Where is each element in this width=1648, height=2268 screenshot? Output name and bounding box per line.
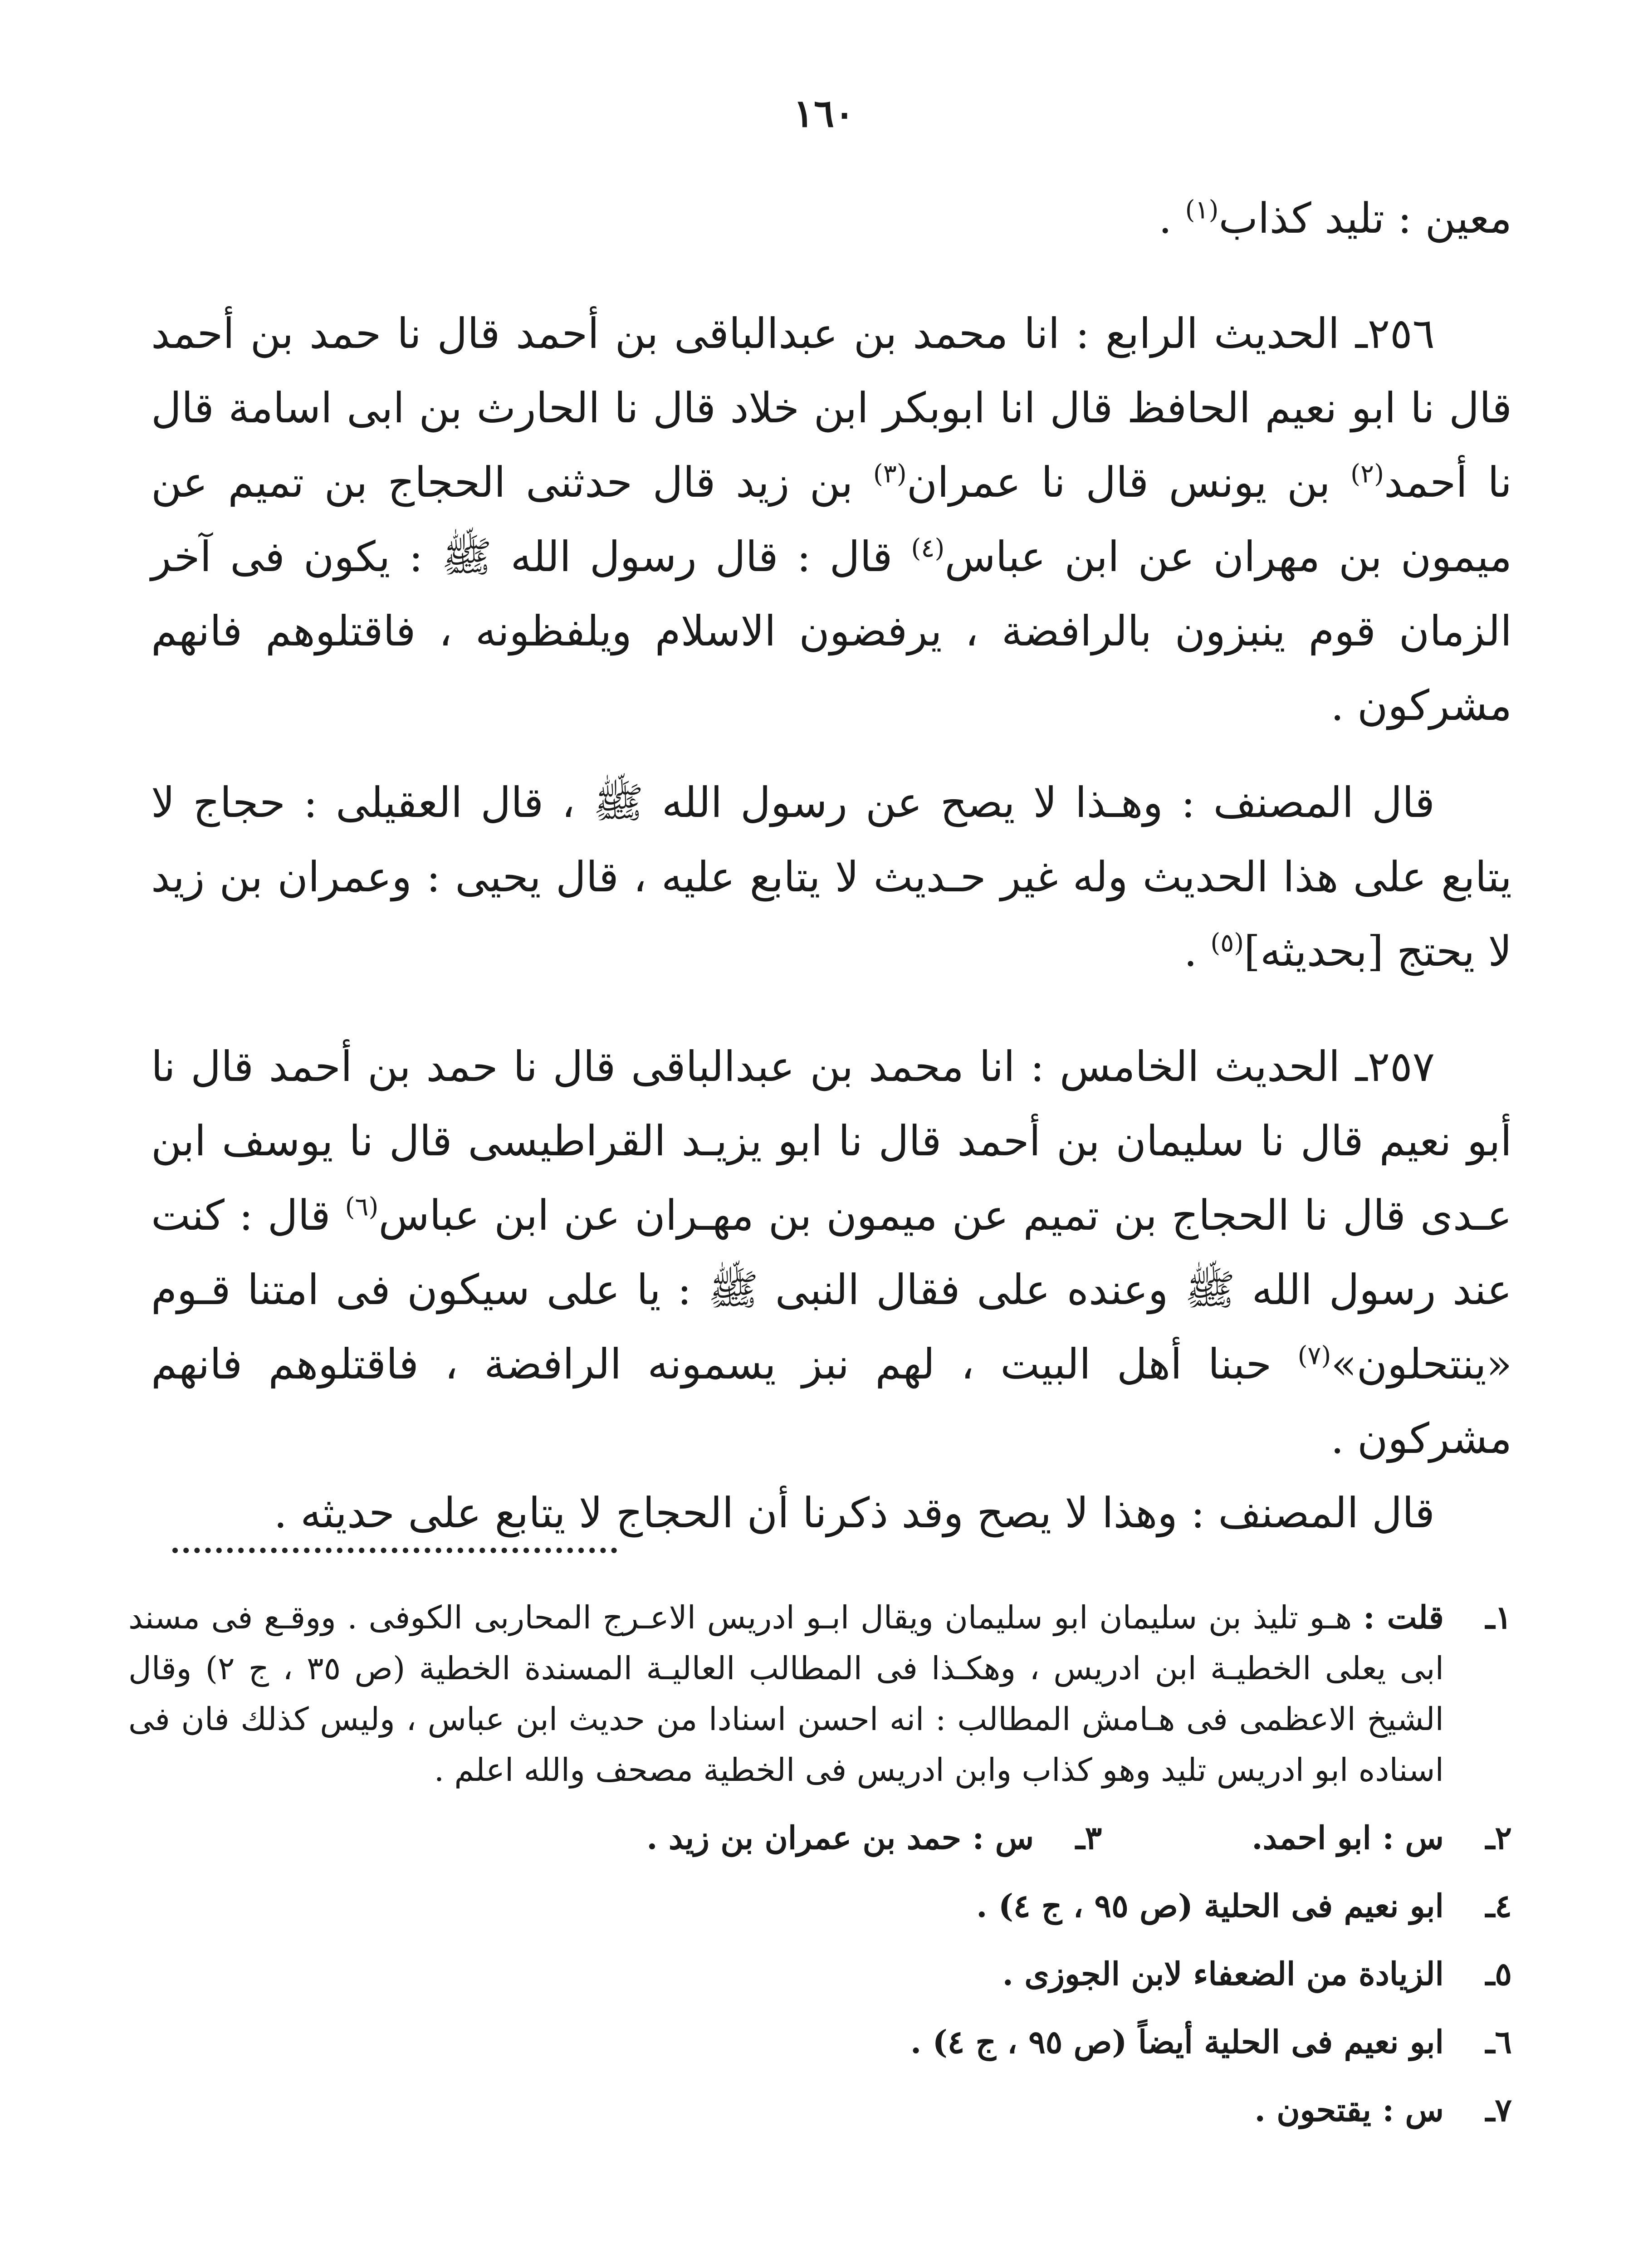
- paragraph-text: بن يونس قال نا عمران: [906, 458, 1351, 507]
- footnote-7: [128, 2085, 1512, 2136]
- paragraph-text: قال : كنت عند رسول الله ﷺ وعنده على فقال النبى ﷺ : يا على سيكون فى امتنا قـوم «ينتحلون»: [151, 1191, 1512, 1388]
- footnotes: [128, 1592, 1512, 2136]
- footnote-6: [128, 2017, 1512, 2068]
- paragraph-text: ٢٥٧ـ الحديث الخامس : انا محمد بن عبدالباقى قال نا حمد بن أحمد قال نا أبو نعيم قال نا سليمان بن أحمد قال نا ابو يزيـد القراطيسى قال نا يوسف ابن عـدى قال نا الحجاج بن تميم عن ميمون بن مهـران عن ابن عباس: [151, 1042, 1512, 1240]
- footnote-ref: (١): [1185, 195, 1219, 225]
- footnote-text: س : ابو احمد.: [1252, 1819, 1444, 1857]
- footnote-body: هـو تليذ بن سليمان ابو سليمان ويقال ابـو ادريس الاعـرج المحاربى الكوفى . ووقـع فى مسند ابى يعلى الخطيـة ابن ادريس ، وهكـذا فى المطالب العاليـة المسندة الخطية (ص ٣٥ ، ج ٢) وقال الشيخ الاعظمى فى هـامش المطالب : انه احسن اسنادا من حديث ابن عباس ، وليس كذلك فان فى اسناده ابو ادريس تليد وهو كذاب وابن ادريس فى الخطية مصحف والله اعلم .: [128, 1599, 1444, 1789]
- footnote-ref: (٧): [1297, 1341, 1331, 1371]
- paragraph-text: قال المصنف : وهـذا لا يصح عن رسول الله ﷺ ، قال العقيلى : حجاج لا يتابع على هذا الحديث وله غير حـديث لا يتابع عليه ، قال يحيى : وعمران بن زيد لا يحتج [بحديثه]: [151, 778, 1512, 976]
- hadith-256: [151, 297, 1512, 743]
- paragraph-text: بن زيد قال حدثنى الحجاج بن تميم عن ميمون بن مهران عن ابن عباس: [151, 458, 1512, 581]
- paragraph-continuation: [151, 181, 1512, 256]
- footnote-2: [1252, 1813, 1512, 1863]
- footnote-ref: (٦): [345, 1192, 379, 1222]
- footnote-3: [646, 1813, 1102, 1863]
- paragraph-text: معين : تليد كذاب: [1218, 194, 1512, 243]
- footnote-number: ٥ـ: [1485, 1955, 1512, 1993]
- page-number: ١٦٠: [793, 91, 855, 136]
- footnote-number: ٧ـ: [1485, 2091, 1512, 2129]
- footnote-ref: (٢): [1350, 459, 1384, 489]
- footnote-number: ٤ـ: [1485, 1887, 1512, 1925]
- author-comment-257: قال المصنف : وهذا لا يصح وقد ذكرنا أن الحجاج لا يتابع على حديثه .: [274, 1489, 1435, 1537]
- paragraph-text: قال : قال رسول الله ﷺ : يكون فى آخر الزمان قوم ينبزون بالرافضة ، يرفضون الاسلام ويلفظونه ، فاقتلوهم فانهم مشركون .: [151, 533, 1512, 730]
- footnote-text: س : يقتحون .: [1254, 2091, 1444, 2129]
- footnote-number: ٣ـ: [1076, 1819, 1102, 1857]
- footnote-ref: (٥): [1210, 928, 1244, 958]
- footnote-text: [128, 1592, 1444, 1795]
- footnote-lead: قلت :: [1363, 1598, 1444, 1636]
- paragraph-text: ٢٥٦ـ الحديث الرابع : انا محمد بن عبدالباقى بن أحمد قال نا حمد بن أحمد قال نا ابو نعيم الحافظ قال انا ابوبكر ابن خلاد قال نا الحارث بن ابى اسامة قال نا أحمد: [151, 309, 1512, 507]
- footnote-1: [128, 1592, 1512, 1795]
- footnote-4: [128, 1881, 1512, 1931]
- footnote-row-2-3: [128, 1813, 1512, 1863]
- main-text: [151, 181, 1512, 1550]
- author-comment-256: [151, 766, 1512, 989]
- footnote-number: ٢ـ: [1485, 1819, 1512, 1857]
- footnote-text: ابو نعيم فى الحلية (ص ٩٥ ، ج ٤) .: [976, 1887, 1444, 1925]
- footnote-number: ٦ـ: [1485, 2023, 1512, 2061]
- hadith-257: [151, 1030, 1512, 1476]
- footnote-text: ابو نعيم فى الحلية أيضاً (ص ٩٥ ، ج ٤) .: [910, 2023, 1444, 2061]
- footnote-5: [128, 1949, 1512, 1999]
- paragraph-text: .: [1159, 194, 1185, 243]
- footnote-text: س : حمد بن عمران بن زيد .: [646, 1819, 1034, 1857]
- footnote-text: الزيادة من الضعفاء لابن الجوزى .: [1002, 1955, 1444, 1993]
- footnote-divider: [172, 1548, 617, 1553]
- footnote-number: ١ـ: [1485, 1598, 1512, 1636]
- paragraph-text: حبنا أهل البيت ، لهم نبز يسمونه الرافضة ، فاقتلوهم فانهم مشركون .: [151, 1340, 1512, 1463]
- footnote-ref: (٣): [873, 459, 907, 489]
- footnote-ref: (٤): [911, 533, 945, 563]
- paragraph-text: .: [1183, 927, 1211, 976]
